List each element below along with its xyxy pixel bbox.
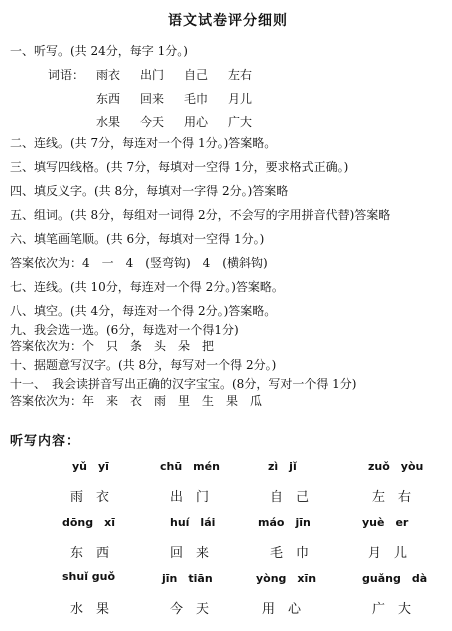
hanzi-cell: 出 门: [170, 490, 210, 505]
hanzi-cell: 毛 巾: [270, 546, 310, 561]
hanzi-cell: 水 果: [70, 602, 110, 617]
hanzi-cell: 雨 衣: [70, 490, 110, 505]
rubric-line: 八、填空。(共 4分，每连对一个得 2分。)答案略。: [10, 304, 277, 318]
word-cell: 水果: [96, 115, 121, 129]
rubric-line: 四、填反义字。(共 8分，每填对一字得 2分。)答案略: [10, 184, 289, 198]
answer-line: 答案依次为：4 一 4 (竖弯钩) 4 (横斜钩): [10, 256, 268, 270]
hanzi-cell: 广 大: [372, 602, 412, 617]
hanzi-cell: 自 己: [270, 490, 310, 505]
rubric-line: 九、我会选一选。(6分，每选对一个得1分): [10, 323, 239, 337]
pinyin-cell: huí lái: [170, 516, 216, 529]
pinyin-cell: chū mén: [160, 460, 220, 473]
document-title: 语文试卷评分细则: [168, 13, 288, 29]
rubric-line: 六、填笔画笔顺。(共 6分，每填对一空得 1分。): [10, 232, 265, 246]
answer-line: 答案依次为：个 只 条 头 朵 把: [10, 339, 215, 353]
word-cell: 回来: [140, 92, 165, 106]
word-cell: 左右: [228, 68, 253, 82]
pinyin-cell: jīn tiān: [162, 572, 213, 585]
hanzi-cell: 左 右: [372, 490, 412, 505]
hanzi-cell: 回 来: [170, 546, 210, 561]
pinyin-cell: dōng xī: [62, 516, 116, 529]
rubric-line: 三、填写四线格。(共 7分，每填对一空得 1分，要求格式正确。): [10, 160, 349, 174]
rubric-line: 七、连线。(共 10分，每连对一个得 2分。)答案略。: [10, 280, 284, 294]
pinyin-cell: yǔ yī: [72, 460, 109, 473]
pinyin-cell: zuǒ yòu: [368, 460, 424, 473]
word-cell: 广大: [228, 115, 253, 129]
pinyin-cell: yuè er: [362, 516, 409, 529]
word-cell: 毛巾: [184, 92, 209, 106]
word-cell: 用心: [184, 115, 209, 129]
rubric-line: 十、据题意写汉字。(共 8分，每写对一个得 2分。): [10, 358, 277, 372]
hanzi-cell: 东 西: [70, 546, 110, 561]
words-label: 词语：: [48, 68, 85, 82]
word-cell: 自己: [184, 68, 209, 82]
pinyin-cell: guǎng dà: [362, 572, 428, 585]
dictation-label: 听写内容：: [10, 434, 81, 449]
word-cell: 雨衣: [96, 68, 121, 82]
hanzi-cell: 月 儿: [368, 546, 408, 561]
pinyin-cell: shuǐ guǒ: [62, 570, 116, 583]
pinyin-cell: zì jǐ: [268, 460, 297, 473]
answer-line: 答案依次为：年 来 衣 雨 里 生 果 瓜: [10, 394, 263, 408]
word-cell: 东西: [96, 92, 121, 106]
pinyin-cell: yòng xīn: [256, 572, 317, 585]
word-cell: 出门: [140, 68, 165, 82]
rubric-line: 十一、 我会读拼音写出正确的汉字宝宝。(8分，写对一个得 1分): [10, 377, 357, 391]
hanzi-cell: 今 天: [170, 602, 210, 617]
word-cell: 月儿: [228, 92, 253, 106]
rubric-line: 二、连线。(共 7分，每连对一个得 1分。)答案略。: [10, 136, 277, 150]
hanzi-cell: 用 心: [262, 602, 302, 617]
rubric-line: 五、组词。(共 8分，每组对一词得 2分，不会写的字用拼音代替)答案略: [10, 208, 391, 222]
pinyin-cell: máo jīn: [258, 516, 311, 529]
word-cell: 今天: [140, 115, 165, 129]
section-1-heading: 一、听写。(共 24分，每字 1分。): [10, 44, 188, 58]
